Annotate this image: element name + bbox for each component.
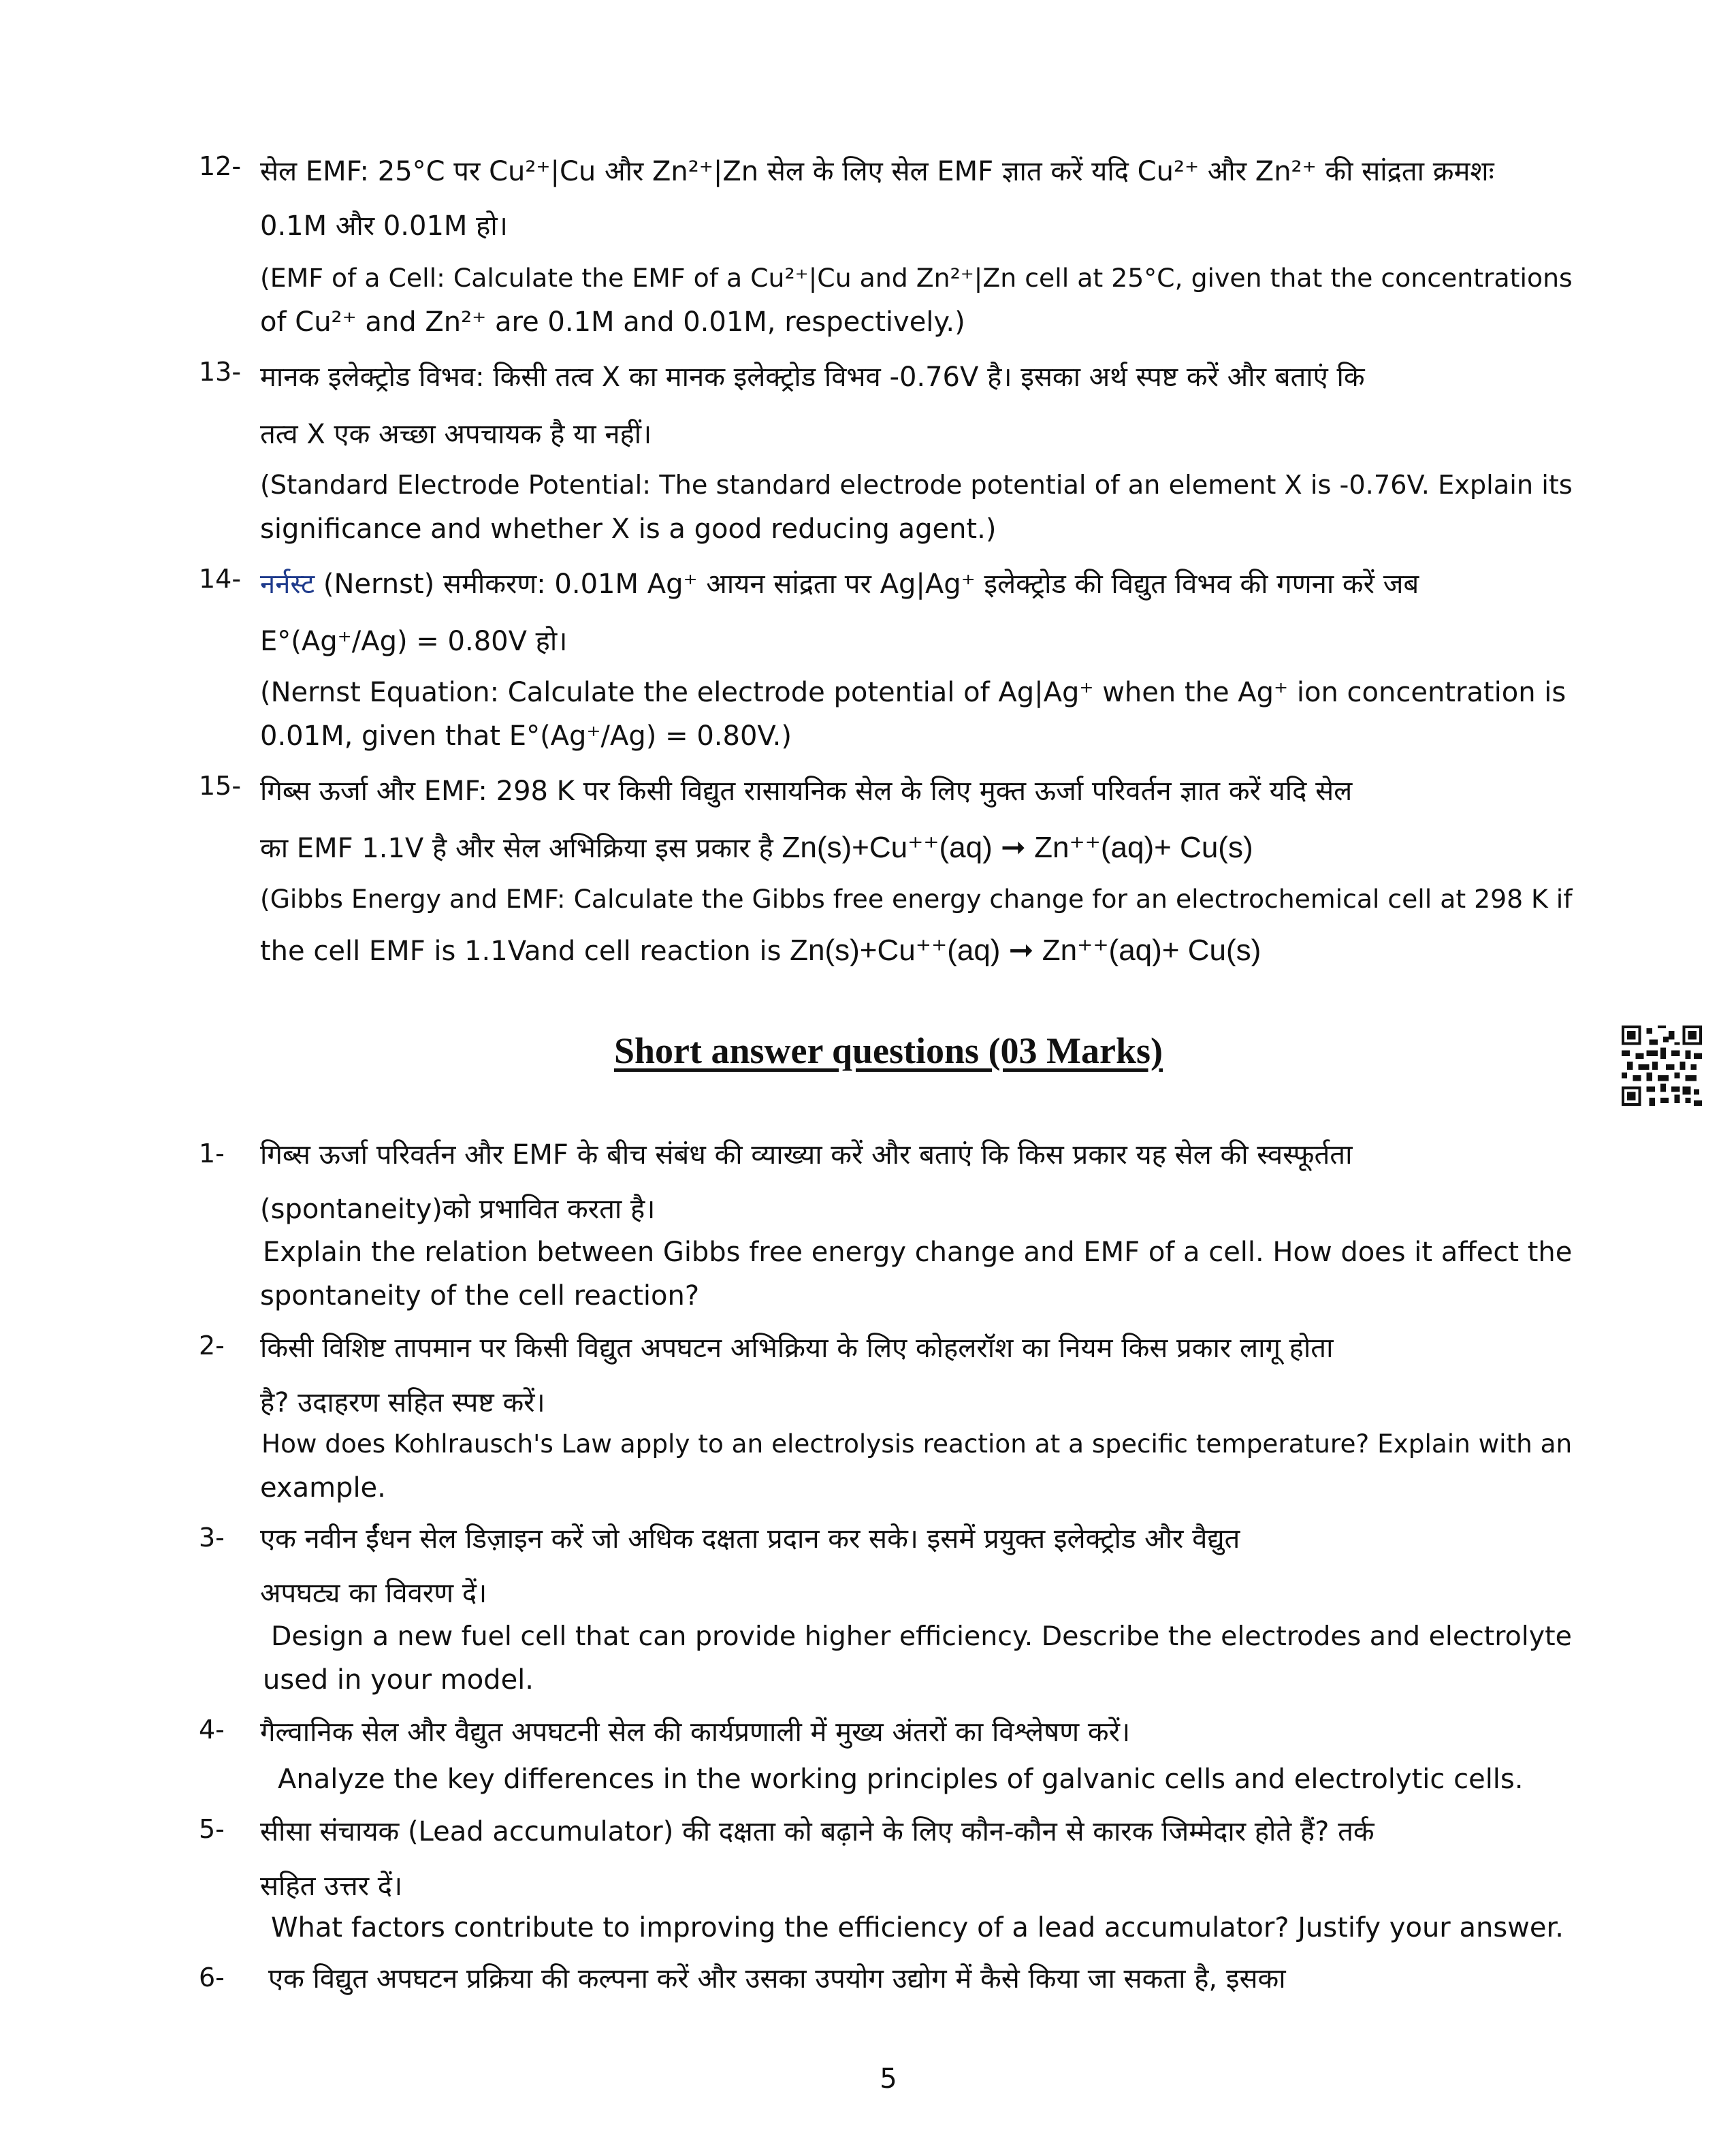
question-hindi-line: तत्व X एक अच्छा अपचायक है या नहीं। bbox=[260, 419, 652, 450]
question-hindi-line: सीसा संचायक (Lead accumulator) की दक्षता को बढ़ाने के लिए कौन-कौन से कारक जिम्मेदार होते हैं? तर्क bbox=[260, 1816, 1375, 1847]
qr-code-icon[interactable] bbox=[1622, 1026, 1702, 1106]
question-number: 6- bbox=[199, 1963, 225, 1992]
question-hindi-line: गिब्स ऊर्जा और EMF: 298 K पर किसी विद्युत रासायनिक सेल के लिए मुक्त ऊर्जा परिवर्तन ज्ञात करें यदि सेल bbox=[260, 776, 1353, 807]
reaction-formula: Zn(s)+Cu⁺⁺(aq) ➞ Zn⁺⁺(aq)+ Cu(s) bbox=[790, 934, 1261, 967]
question-english-line: (Gibbs Energy and EMF: Calculate the Gibbs free energy change for an electrochemical cell at 298 K if bbox=[260, 884, 1573, 914]
question-english-text: the cell EMF is 1.1Vand cell reaction is bbox=[260, 936, 790, 967]
question-hindi-line: सहित उत्तर दें। bbox=[260, 1871, 403, 1902]
question-number: 5- bbox=[199, 1814, 225, 1844]
question-hindi-line bbox=[260, 828, 1253, 865]
question-number: 3- bbox=[199, 1523, 225, 1553]
question-english-line: significance and whether X is a good reducing agent.) bbox=[260, 513, 997, 545]
question-hindi-line: एक नवीन ईंधन सेल डिज़ाइन करें जो अधिक दक्षता प्रदान कर सके। इसमें प्रयुक्त इलेक्ट्रोड और वैद्युत bbox=[260, 1523, 1240, 1555]
question-hindi-line bbox=[260, 564, 1419, 601]
question-hindi-line: E°(Ag⁺/Ag) = 0.80V हो। bbox=[260, 626, 568, 657]
question-number: 15- bbox=[199, 771, 242, 801]
question-number: 13- bbox=[199, 357, 242, 387]
question-english-line: What factors contribute to improving the efficiency of a lead accumulator? Justify your answer. bbox=[271, 1912, 1564, 1943]
question-english-line: How does Kohlrausch's Law apply to an electrolysis reaction at a specific temperature? Explain with an bbox=[261, 1429, 1573, 1459]
question-english-line: spontaneity of the cell reaction? bbox=[260, 1280, 700, 1312]
question-hindi-line: एक विद्युत अपघटन प्रक्रिया की कल्पना करें और उसका उपयोग उद्योग में कैसे किया जा सकता है, इसका bbox=[268, 1963, 1286, 1995]
question-english-line: of Cu²⁺ and Zn²⁺ are 0.1M and 0.01M, respectively.) bbox=[260, 306, 965, 338]
section-heading: Short answer questions (03 Marks) bbox=[613, 1030, 1163, 1071]
question-english-line: (Standard Electrode Potential: The standard electrode potential of an element X is -0.76V. Explain its bbox=[260, 470, 1573, 500]
nernst-link[interactable]: नर्नस्ट bbox=[260, 569, 315, 600]
question-english-line: (Nernst Equation: Calculate the electrode potential of Ag|Ag⁺ when the Ag⁺ ion concentration is bbox=[260, 677, 1566, 708]
question-hindi-line: 0.1M और 0.01M हो। bbox=[260, 210, 508, 242]
question-english-line: Analyze the key differences in the working principles of galvanic cells and electrolytic cells. bbox=[278, 1764, 1524, 1795]
page-number: 5 bbox=[880, 2063, 897, 2095]
question-number: 1- bbox=[199, 1139, 225, 1169]
question-english-line: used in your model. bbox=[263, 1664, 534, 1696]
question-hindi-line: है? उदाहरण सहित स्पष्ट करें। bbox=[260, 1387, 545, 1418]
question-hindi-line: किसी विशिष्ट तापमान पर किसी विद्युत अपघटन अभिक्रिया के लिए कोहलरॉश का नियम किस प्रकार लागू होता bbox=[260, 1333, 1334, 1364]
question-english-line: 0.01M, given that E°(Ag⁺/Ag) = 0.80V.) bbox=[260, 720, 792, 752]
question-hindi-text: का EMF 1.1V है और सेल अभिक्रिया इस प्रकार है bbox=[260, 833, 782, 864]
question-hindi-line: गैल्वानिक सेल और वैद्युत अपघटनी सेल की कार्यप्रणाली में मुख्य अंतरों का विश्लेषण करें। bbox=[260, 1717, 1131, 1748]
reaction-formula: Zn(s)+Cu⁺⁺(aq) ➞ Zn⁺⁺(aq)+ Cu(s) bbox=[782, 831, 1253, 864]
question-number: 2- bbox=[199, 1331, 225, 1361]
question-english-line: (EMF of a Cell: Calculate the EMF of a Cu²⁺|Cu and Zn²⁺|Zn cell at 25°C, given that the concentrations bbox=[260, 263, 1573, 293]
question-english-line: Design a new fuel cell that can provide higher efficiency. Describe the electrodes and electrolyte bbox=[271, 1621, 1572, 1652]
question-number: 4- bbox=[199, 1715, 225, 1745]
question-hindi-line: अपघट्य का विवरण दें। bbox=[260, 1578, 487, 1609]
question-hindi-text: (Nernst) समीकरण: 0.01M Ag⁺ आयन सांद्रता पर Ag|Ag⁺ इलेक्ट्रोड की विद्युत विभव की गणना करें जब bbox=[315, 569, 1419, 600]
question-number: 14- bbox=[199, 564, 242, 594]
question-hindi-line: मानक इलेक्ट्रोड विभव: किसी तत्व X का मानक इलेक्ट्रोड विभव -0.76V है। इसका अर्थ स्पष्ट करें और बताएं कि bbox=[260, 362, 1365, 393]
question-english-line: Explain the relation between Gibbs free energy change and EMF of a cell. How does it affect the bbox=[263, 1237, 1573, 1268]
question-english-line bbox=[260, 933, 1261, 968]
question-english-line: example. bbox=[260, 1472, 386, 1504]
question-hindi-line: सेल EMF: 25°C पर Cu²⁺|Cu और Zn²⁺|Zn सेल के लिए सेल EMF ज्ञात करें यदि Cu²⁺ और Zn²⁺ की सांद्रता क्रमशः bbox=[260, 156, 1494, 187]
question-hindi-line: गिब्स ऊर्जा परिवर्तन और EMF के बीच संबंध की व्याख्या करें और बताएं कि किस प्रकार यह सेल की स्वस्फूर्तता bbox=[260, 1139, 1353, 1171]
question-hindi-line: (spontaneity)को प्रभावित करता है। bbox=[260, 1194, 656, 1225]
question-number: 12- bbox=[199, 151, 242, 181]
